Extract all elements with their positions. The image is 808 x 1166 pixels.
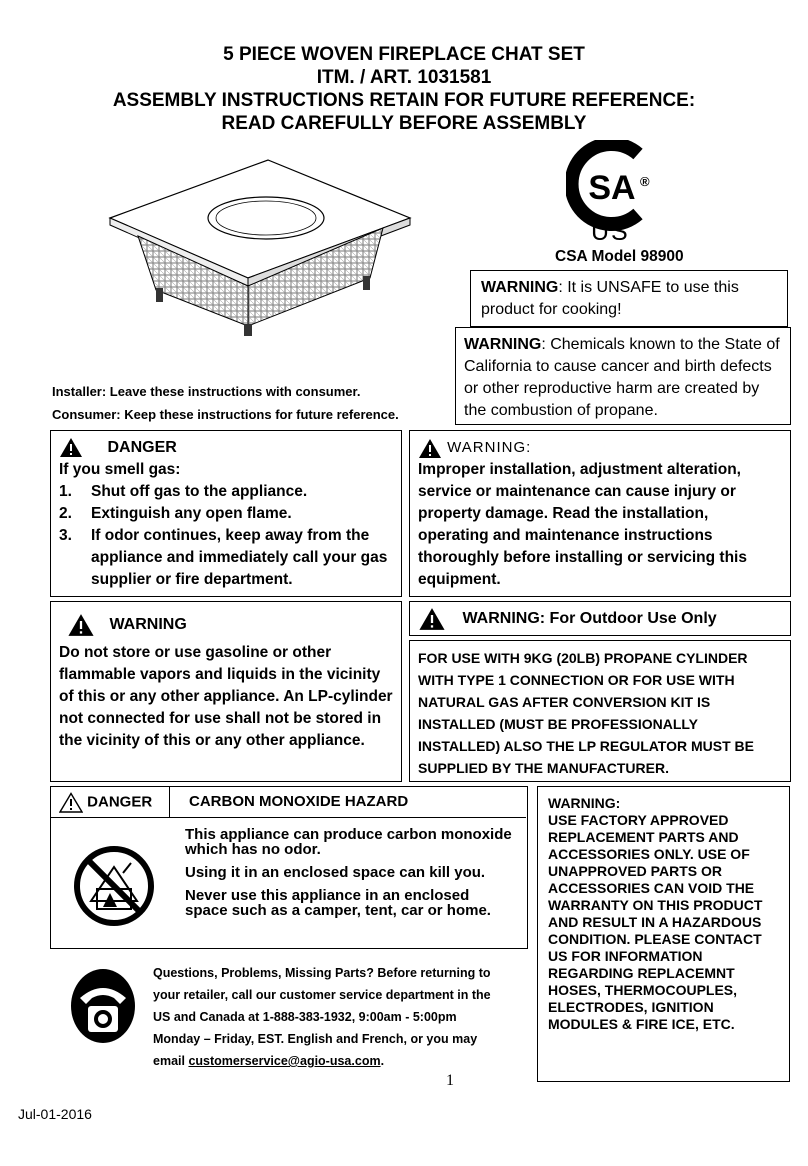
- warning-california-label: WARNING: [464, 336, 542, 353]
- danger-gas-step: 1. Shut off gas to the appliance.: [59, 483, 308, 500]
- title-line-3: ASSEMBLY INSTRUCTIONS RETAIN FOR FUTURE REFERENCE:: [112, 90, 696, 111]
- co-hazard-box: [50, 786, 528, 949]
- warning-california-box: [455, 327, 791, 425]
- parts-warning-title: WARNING:: [548, 795, 621, 811]
- danger-gas-step: 3. If odor continues, keep away from the appliance and immediately call your gas supplier or fire department.: [59, 527, 388, 588]
- registered-mark: ®: [640, 174, 650, 189]
- co-hazard-title: CARBON MONOXIDE HAZARD: [189, 793, 409, 810]
- warning-install-text: Improper installation, adjustment alteration, service or maintenance can cause injury or property damage. Read the installation, operating and maintenance instructions thoroughly before installing or servicing this equipment.: [418, 461, 747, 588]
- co-danger-label: DANGER: [87, 793, 153, 811]
- danger-gas-title: DANGER: [107, 439, 177, 456]
- warning-cooking-label: WARNING: [481, 279, 559, 296]
- csa-us-label: US: [591, 218, 630, 246]
- danger-triangle-outline-icon: [59, 792, 83, 813]
- propane-note-text: FOR USE WITH 9KG (20LB) PROPANE CYLINDER WITH TYPE 1 CONNECTION OR FOR USE WITH NATURAL GAS AFTER CONVERSION KIT IS INSTALLED (MUST BE PROFESSIONALLY INSTALLED) ALSO THE LP REGULATOR MUST BE SUPPLIED BY THE MANUFACTURER.: [418, 650, 754, 776]
- contact-text: Questions, Problems, Missing Parts? Before returning to your retailer, call our customer service department in the US and Canada at 1-888-383-1932, 9:00am - 5:00pm Monday – Friday, EST. English and French, or you may email: [153, 966, 491, 1068]
- warning-cooking-text: : It is UNSAFE to use this product for cooking!: [481, 279, 739, 318]
- warning-install-title: WARNING:: [447, 439, 532, 456]
- warning-gasoline-box: [50, 601, 402, 782]
- contact-info: Questions, Problems, Missing Parts? Before returning to your retailer, call our customer service department in the US and Canada at 1-888-383-1932, 9:00am - 5:00pm Monday – Friday, EST. English and French, or you may email customerservice@agio-usa.com.: [153, 966, 491, 1068]
- warning-california-text: : Chemicals known to the State of California to cause cancer and birth defects or other reproductive harm are created by the combustion of propane.: [464, 336, 780, 419]
- document-date: Jul-01-2016: [18, 1106, 92, 1122]
- warning-install-box: [409, 430, 791, 597]
- title-line-4: READ CAREFULLY BEFORE ASSEMBLY: [221, 113, 587, 134]
- installer-note: [52, 380, 399, 426]
- danger-gas-steps: [59, 481, 393, 591]
- consumer-line: Consumer: Keep these instructions for future reference.: [52, 407, 399, 422]
- telephone-icon: [70, 968, 136, 1044]
- installer-line: Installer: Leave these instructions with consumer.: [52, 384, 361, 399]
- title-line-1: 5 PIECE WOVEN FIREPLACE CHAT SET: [223, 44, 585, 65]
- warning-cooking-box: [470, 270, 788, 327]
- warning-gasoline-title: WARNING: [109, 616, 187, 633]
- page-number: 1: [446, 1072, 454, 1089]
- danger-triangle-icon: [59, 437, 83, 458]
- title-line-2: ITM. / ART. 1031581: [316, 67, 492, 88]
- warning-outdoor-box: [409, 601, 791, 636]
- danger-gas-step: 2. Extinguish any open flame.: [59, 505, 292, 522]
- warning-outdoor-title: WARNING: For Outdoor Use Only: [462, 610, 717, 627]
- danger-gas-box: [50, 430, 402, 597]
- document-title: [0, 43, 808, 135]
- csa-logo-text: SA: [588, 169, 636, 207]
- co-hazard-item: Using it in an enclosed space can kill you.: [185, 864, 486, 881]
- danger-gas-intro: If you smell gas:: [59, 461, 181, 478]
- contact-email-link[interactable]: customerservice@agio-usa.com: [188, 1054, 381, 1068]
- co-hazard-item: This appliance can produce carbon monoxide which has no odor.: [185, 826, 512, 858]
- co-hazard-item: Never use this appliance in an enclosed space such as a camper, tent, car or home.: [185, 887, 491, 919]
- parts-warning-text: USE FACTORY APPROVED REPLACEMENT PARTS AND ACCESSORIES ONLY. USE OF UNAPPROVED PARTS OR ACCESSORIES CAN VOID THE WARRANTY ON THIS PRODUCT AND RESULT IN A HAZARDOUS CONDITION. PLEASE CONTACT US FOR INFORMATION REGARDING REPLACEMNT HOSES, THERMOCOUPLES, ELECTRODES, IGNITION MODULES & FIRE ICE, ETC.: [548, 812, 763, 1032]
- parts-warning-box: [537, 786, 790, 1082]
- warning-gasoline-text: Do not store or use gasoline or other flammable vapors and liquids in the vicinity of this or any other appliance. An LP-cylinder not connected for use shall not be stored in the vicinity of this or any other appliance.: [59, 644, 393, 749]
- co-hazard-items: [185, 827, 515, 918]
- warning-triangle-icon: [418, 438, 442, 459]
- warning-triangle-icon: [418, 607, 446, 631]
- propane-note-box: [409, 640, 791, 782]
- warning-triangle-icon: [67, 613, 95, 637]
- no-enclosed-space-icon: [73, 845, 155, 927]
- fire-table-illustration: [108, 158, 413, 338]
- csa-model: CSA Model 98900: [555, 248, 684, 265]
